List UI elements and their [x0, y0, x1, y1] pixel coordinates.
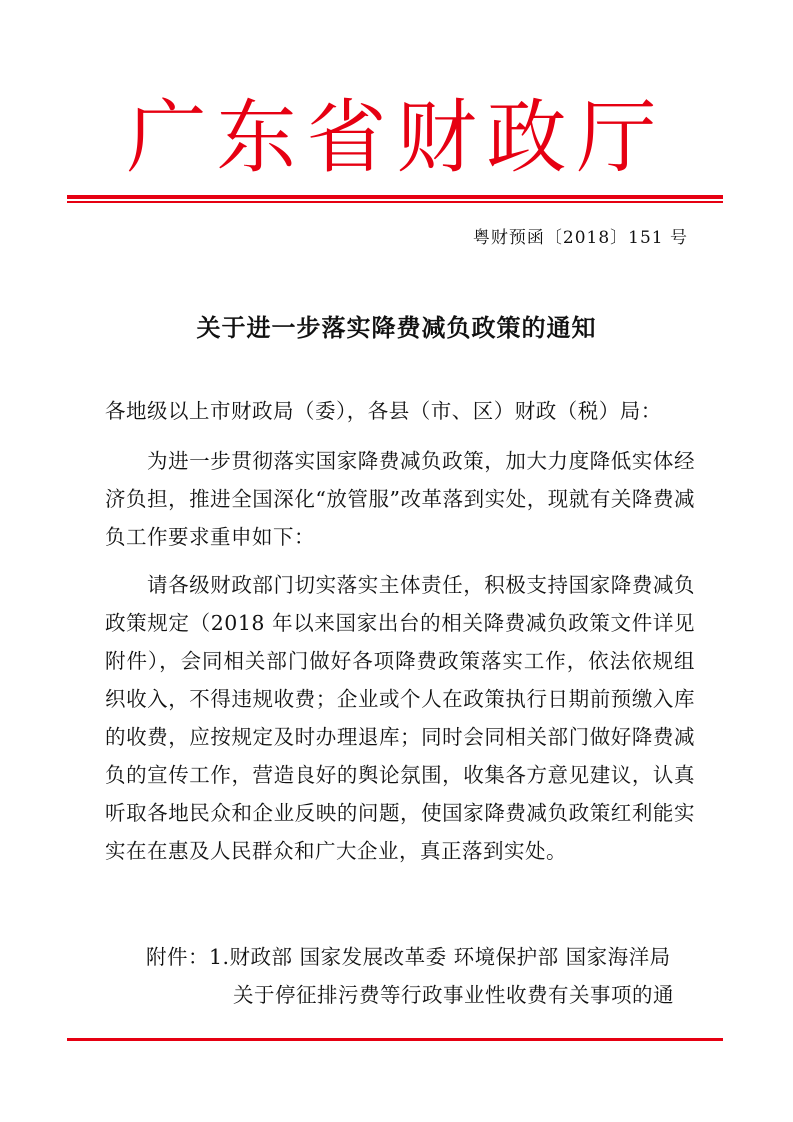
attachment-continuation: 关于停征排污费等行政事业性收费有关事项的通 — [233, 983, 674, 1007]
salutation: 各地级以上市财政局（委），各县（市、区）财政（税）局： — [105, 399, 662, 423]
masthead-title: 广东省财政厅 — [126, 91, 667, 184]
attachment-list — [146, 938, 696, 1014]
footer-rule — [67, 1038, 723, 1041]
document-number: 粤财预函〔2018〕151 号 — [472, 228, 688, 248]
document-title: 关于进一步落实降费减负政策的通知 — [196, 314, 597, 342]
attachment-label: 附件：1.财政部 国家发展改革委 环境保护部 国家海洋局 — [146, 945, 671, 969]
body-paragraph-2: 请各级财政部门切实落实主体责任，积极支持国家降费减负政策规定（2018 年以来国家出台的相关降费减负政策文件详见附件），会同相关部门做好各项降费政策落实工作，依法依规组织收入，不得违规收费；企业或个人在政策执行日期前预缴入库的收费，应按规定及时办理退库；同时会同相关部门做好降费减负的宣传工作，营造良好的舆论氛围，收集各方意见建议，认真听取各地民众和企业反映的问题，使国家降费减负政策红利能实实在在惠及人民群众和广大企业，真正落到实处。 — [105, 573, 695, 863]
masthead-rule-thick — [67, 195, 723, 199]
body-paragraph-1: 为进一步贯彻落实国家降费减负政策，加大力度降低实体经济负担，推进全国深化“放管服”改革落到实处，现就有关降费减负工作要求重申如下： — [105, 449, 695, 549]
masthead-rule-thin — [67, 201, 723, 203]
